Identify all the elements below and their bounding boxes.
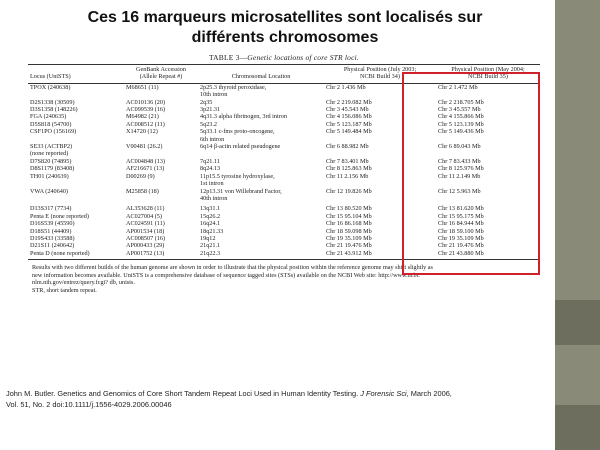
locus-cell: VWA (240640) [30, 187, 68, 195]
position-2004-cell: Chr 7 83.433 Mb [438, 157, 481, 165]
chromosomal-location-cell: 4q31.3 alpha fibrinogen, 3rd intron [200, 113, 287, 121]
locus-cell: D5S818 (54700) [30, 120, 72, 128]
locus-cell: D2S1338 (30509) [30, 98, 75, 106]
locus-cell: TPOX (240638) [30, 83, 71, 91]
position-2003-cell: Chr 11 2.156 Mb [326, 172, 369, 180]
table-row [28, 99, 540, 106]
locus-cell: Penta D (none reported) [28, 250, 124, 260]
position-2003-cell: Chr 4 156.086 Mb [326, 113, 372, 121]
genbank-cell: AC027004 (5) [126, 212, 162, 220]
genbank-cell: AC008512 (11) [126, 120, 165, 128]
chromosomal-location-cell: 21q21.1 [200, 242, 221, 250]
position-2004-cell: Chr 5 149.436 Mb [438, 128, 484, 136]
table-row [28, 83, 540, 98]
genbank-cell: V00481 (26.2) [126, 143, 163, 151]
position-2004-cell: Chr 18 59.100 Mb [438, 227, 484, 235]
table-row [28, 106, 540, 113]
genbank-cell: AC099539 (16) [126, 106, 166, 114]
position-2004-cell: Chr 4 155.866 Mb [438, 113, 484, 121]
header-position-2003: Physical Position (July 2003; NCBI Build 34) [324, 65, 436, 84]
table-row [28, 113, 540, 120]
position-2003-cell: Chr 8 125.863 Mb [326, 165, 372, 173]
position-2003-cell: Chr 12 19.826 Mb [326, 187, 372, 195]
table-row [28, 235, 540, 242]
locus-cell: D21S11 (240642) [30, 242, 75, 250]
position-2004-cell: Chr 19 35.109 Mb [438, 234, 484, 242]
table-row [28, 188, 540, 203]
slide-title [20, 8, 550, 48]
position-2004-cell: Chr 16 84.944 Mb [438, 220, 484, 228]
position-2004-cell: Chr 13 81.620 Mb [438, 205, 484, 213]
genbank-cell: M68651 (11) [126, 83, 159, 91]
chromosomal-location-cell: 2p25.3 thyroid peroxidase, 10th intron [200, 83, 267, 99]
chromosomal-location-cell: 16q24.1 [200, 220, 221, 228]
table-row [28, 242, 540, 249]
table-row [28, 173, 540, 188]
chromosomal-location-cell: 18q21.33 [200, 227, 224, 235]
slide-side-bar [555, 0, 600, 450]
header-position-2004: Physical Position (May 2004; NCBI Build 35) [436, 65, 540, 84]
chromosomal-location-cell: 2q35 [200, 98, 213, 106]
chromosomal-location-cell: 21q22.3 [198, 250, 324, 260]
position-2004-cell: Chr 3 45.557 Mb [438, 106, 481, 114]
position-2004-cell: Chr 2 1.472 Mb [438, 83, 478, 91]
table-row [28, 121, 540, 128]
locus-cell: CSF1PO (156169) [30, 128, 77, 136]
locus-cell: D13S317 (7734) [30, 205, 72, 213]
position-2004-cell: Chr 21 43.880 Mb [436, 250, 540, 260]
genbank-cell: AC008507 (16) [126, 234, 166, 242]
table-row [28, 213, 540, 220]
position-2003-cell: Chr 7 83.401 Mb [326, 157, 369, 165]
table-caption-prefix: TABLE 3— [209, 53, 248, 62]
locus-cell: D16S539 (45590) [30, 220, 75, 228]
chromosomal-location-cell: 5q23.2 [200, 120, 218, 128]
table-row [28, 228, 540, 235]
genbank-cell: D00269 (9) [126, 172, 155, 180]
position-2003-cell: Chr 6 88.982 Mb [326, 143, 369, 151]
header-chromosomal-location: Chromosomal Location [198, 65, 324, 84]
locus-cell: FGA (240635) [30, 113, 67, 121]
position-2003-cell: Chr 5 149.484 Mb [326, 128, 372, 136]
position-2004-cell: Chr 6 89.043 Mb [438, 143, 481, 151]
table-row [28, 165, 540, 172]
table-row [28, 143, 540, 158]
position-2003-cell: Chr 2 219.082 Mb [326, 98, 372, 106]
position-2003-cell: Chr 16 86.168 Mb [326, 220, 372, 228]
position-2004-cell: Chr 8 125.976 Mb [438, 165, 484, 173]
genbank-cell: AC024591 (11) [126, 220, 165, 228]
table-row [28, 128, 540, 143]
genbank-cell: AF216671 (13) [126, 165, 165, 173]
genbank-cell: M64982 (21) [126, 113, 159, 121]
position-2003-cell: Chr 5 123.187 Mb [326, 120, 372, 128]
locus-cell: D7S820 (74895) [30, 157, 72, 165]
citation-line-2: Vol. 51, No. 2 doi:10.1111/j.1556-4029.2006.00046 [6, 400, 172, 409]
chromosomal-location-cell: 15q26.2 [200, 212, 221, 220]
chromosomal-location-cell: 5q33.1 c-fms proto-oncogene, 6th intron [200, 128, 275, 143]
position-2004-cell: Chr 21 19.476 Mb [438, 242, 484, 250]
slide-title-line-2: différents chromosomes [191, 29, 379, 46]
table-caption [28, 53, 540, 62]
genbank-cell: AC010136 (20) [126, 98, 166, 106]
citation [6, 388, 551, 410]
str-loci-table [28, 64, 540, 260]
header-locus: Locus (UniSTS) [28, 65, 124, 84]
position-2004-cell: Chr 11 2.149 Mb [438, 172, 481, 180]
position-2004-cell: Chr 15 95.175 Mb [438, 212, 484, 220]
side-bar-band [555, 300, 600, 345]
position-2003-cell: Chr 18 59.098 Mb [326, 227, 372, 235]
genbank-cell: AP001534 (18) [126, 227, 165, 235]
genbank-cell: AP000433 (29) [126, 242, 165, 250]
slide-title-line-1: Ces 16 marqueurs microsatellites sont localisés sur [87, 9, 483, 26]
position-2003-cell: Chr 3 45.543 Mb [326, 106, 369, 114]
locus-cell: D8S1179 (83408) [30, 165, 75, 173]
position-2003-cell: Chr 21 19.476 Mb [326, 242, 372, 250]
note-str: STR, short tandem repeat. [32, 286, 97, 294]
chromosomal-location-cell: 7q21.11 [200, 157, 220, 165]
note-line: nlm.nih.gov/entrez/query.fcgi? db, unists. [32, 279, 135, 287]
position-2003-cell: Chr 21 43.912 Mb [324, 250, 436, 260]
locus-cell: SE33 (ACTBP2) (none reported) [30, 143, 73, 158]
side-bar-band [555, 405, 600, 450]
chromosomal-location-cell: 3p21.31 [200, 106, 221, 114]
table-notes [28, 264, 540, 294]
note-line: new information becomes available. UniSTS is a comprehensive database of sequence tagged sites (STSs) available on the NCBI Web site: http://www.ncbi. [32, 271, 420, 279]
chromosomal-location-cell: 11p15.5 tyrosine hydroxylase, 1st intron [200, 172, 275, 188]
note-line: Results with two different builds of the human genome are shown in order to illustrate that the physical position within the reference genome may shift slightly as [32, 264, 433, 272]
chromosomal-location-cell: 12p13.31 von Willebrand Factor, 40th intron [200, 187, 282, 202]
citation-line-1: John M. Butler. Genetics and Genomics of Core Short Tandem Repeat Loci Used in Human Identity Testing. J Forensic Sci, March 2006, [6, 389, 452, 398]
locus-cell: D3S1358 (148226) [30, 106, 78, 114]
table-row [28, 250, 540, 260]
chromosomal-location-cell: 6q14 β-actin related pseudogene [200, 143, 281, 151]
header-genbank: GenBank Accession (Allele Repeat #) [124, 65, 198, 84]
position-2003-cell: Chr 13 80.520 Mb [326, 205, 372, 213]
table-scan [28, 50, 540, 430]
position-2004-cell: Chr 12 5.963 Mb [438, 187, 481, 195]
position-2004-cell: Chr 5 123.139 Mb [438, 120, 484, 128]
genbank-cell: AP001752 (13) [124, 250, 198, 260]
genbank-cell: AL353628 (11) [126, 205, 165, 213]
table-row [28, 220, 540, 227]
table-row [28, 202, 540, 212]
chromosomal-location-cell: 13q31.1 [200, 205, 221, 213]
chromosomal-location-cell: 19q12 [200, 234, 216, 242]
table-header-row [28, 65, 540, 84]
table-row [28, 158, 540, 165]
genbank-cell: X14720 (12) [126, 128, 158, 136]
position-2003-cell: Chr 19 35.109 Mb [326, 234, 372, 242]
chromosomal-location-cell: 8q24.13 [200, 165, 221, 173]
locus-cell: TH01 (240639) [30, 172, 69, 180]
table-caption-text: Genetic locations of core STR loci. [247, 53, 359, 62]
genbank-cell: AC004848 (13) [126, 157, 166, 165]
position-2003-cell: Chr 2 1.436 Mb [326, 83, 366, 91]
position-2003-cell: Chr 15 95.104 Mb [326, 212, 372, 220]
genbank-cell: M25858 (18) [126, 187, 159, 195]
position-2004-cell: Chr 2 218.705 Mb [438, 98, 484, 106]
locus-cell: Penta E (none reported) [30, 212, 89, 220]
locus-cell: D19S433 (33588) [30, 234, 75, 242]
locus-cell: D18S51 (44409) [30, 227, 72, 235]
